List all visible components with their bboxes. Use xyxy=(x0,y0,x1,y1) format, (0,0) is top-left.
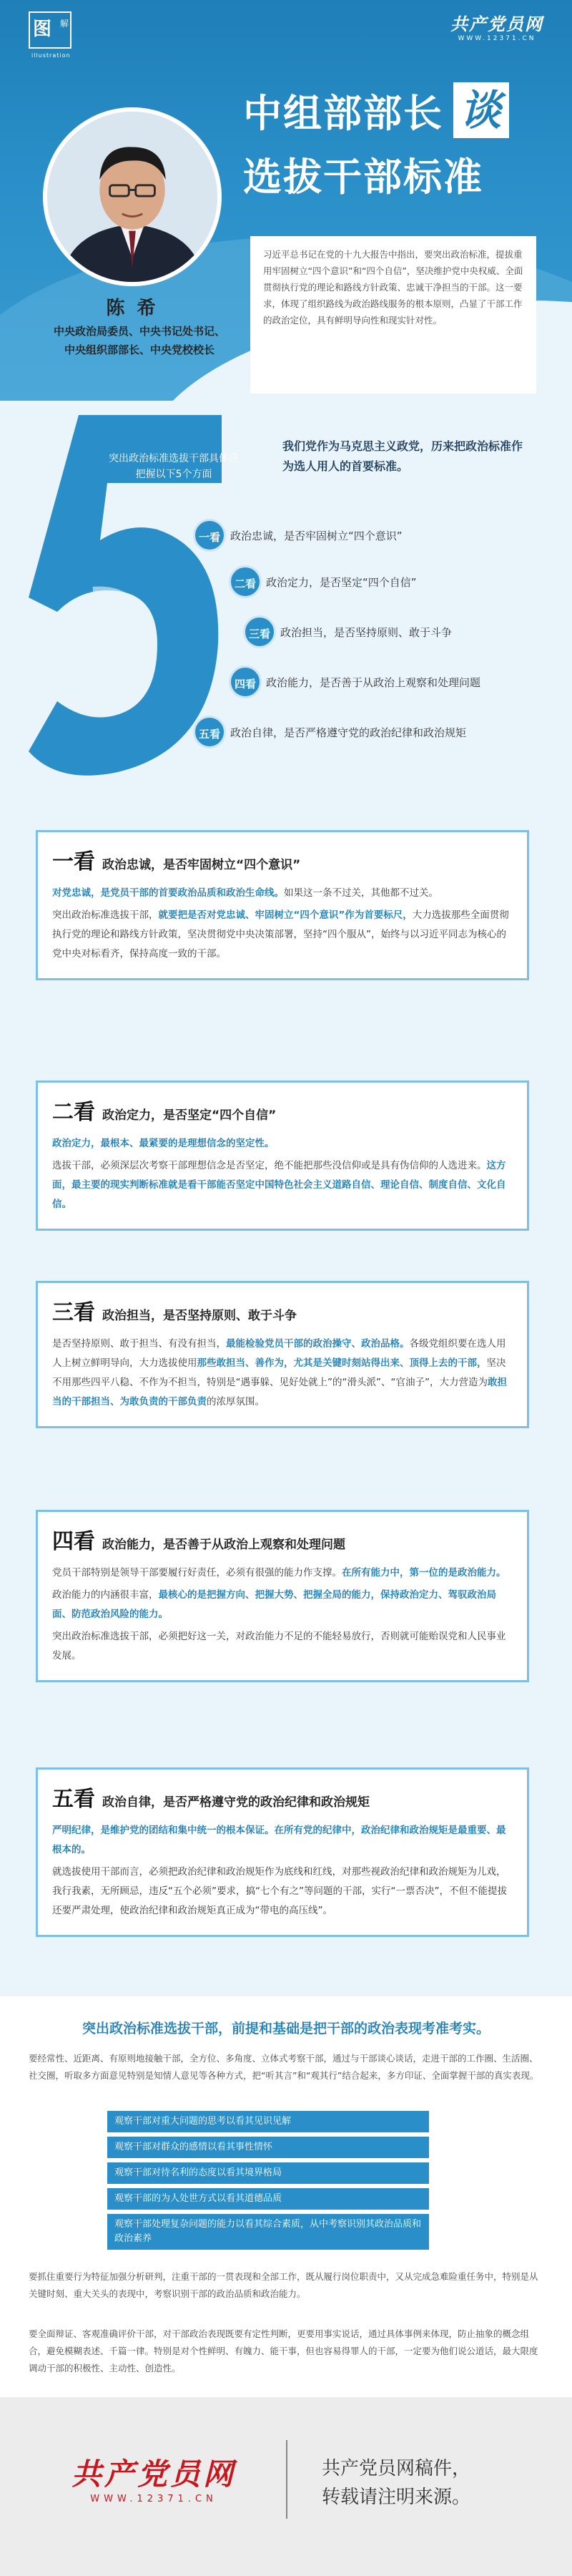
overview-badge-2: 二看 xyxy=(229,565,262,598)
card-3-head xyxy=(52,1294,513,1326)
detail-cards-section xyxy=(0,787,572,1996)
overview-item-4[interactable] xyxy=(229,665,480,698)
observation-item-3: 观察干部对待名利的态度以看其境界格局 xyxy=(107,2162,429,2184)
card-1-para-2 xyxy=(52,906,513,964)
title-line1-text: 中组部部长 xyxy=(243,90,443,136)
card-1-highlight-1: 对党忠诚，是党员干部的首要政治品质和政治生命线。 xyxy=(52,887,284,899)
card-3-body xyxy=(52,1335,513,1412)
overview-badge-5: 五看 xyxy=(193,716,226,748)
footer-copyright-note xyxy=(322,2454,470,2512)
overview-badge-3: 三看 xyxy=(243,615,276,648)
footer-note-line2: 转载请注明来源。 xyxy=(322,2487,471,2508)
intro-text: 习近平总书记在党的十九大报告中指出，要突出政治标准，提拔重用牢固树立“四个意识”和“四个自信”，坚决维护党中央权威、全面贯彻执行党的理论和路线方针政策、忠诚干净担当的干部。这一要求，体现了组织路线为政治路线服务的根本原则，凸显了干部工作的政治定位，具有鲜明导向性和现实针对性。 xyxy=(250,236,536,394)
overview-section xyxy=(0,401,572,787)
card-3-num: 三看 xyxy=(52,1300,95,1325)
card-1-text-2b: 大力选拔那些全面贯彻执行党的理论和路线方针政策，坚决贯彻党中央决策部署，坚持“四个服从”，始终与以习近平同志为核心的党中央对标看齐，保持高度一致的干部。 xyxy=(52,909,509,960)
title-tan-char: 谈 xyxy=(453,82,509,138)
person-name: 陈 希 xyxy=(106,298,159,319)
card-2-para-2 xyxy=(52,1156,513,1214)
title-line2: 选拔干部标准 xyxy=(243,155,483,200)
card-5-para-2: 就选拔使用干部而言，必须把政治纪律和政治规矩作为底线和红线，对那些视政治纪律和政治规矩为儿戏，我行我素，无所顾忌，违反“五个必须”要求，搞“七个有之”等问题的干部，实行“一票否决”，不但不能提拔还要严肃处理，使政治纪律和政治规矩真正成为“带电的高压线”。 xyxy=(52,1866,507,1916)
card-4-text-2: 政治能力的内涵很丰富， xyxy=(52,1589,159,1601)
card-3-para-1 xyxy=(52,1335,513,1412)
logo-en-text: illustration xyxy=(31,52,71,59)
card-3-text-a: 是否坚持原则、敢于担当、有没有担当， xyxy=(52,1338,226,1350)
conclusion-section xyxy=(0,1996,572,2397)
card-2-para-1 xyxy=(52,1134,513,1153)
card-5-para-1 xyxy=(52,1821,513,1860)
person-title xyxy=(21,322,257,359)
overview-badge-1: 一看 xyxy=(193,519,226,552)
card-1-num: 一看 xyxy=(52,849,95,874)
conclusion-para-2: 要抓住重要行为特征加强分析研判，注重干部的一贯表现和全部工作，既从履行岗位职责中，又从完成急难险重任务中，特别是从关键时刻、重大关头的表现中，考察识别干部的政治品质和政治能力。 xyxy=(29,2271,538,2299)
portrait-illustration xyxy=(47,112,217,282)
title-line1 xyxy=(243,82,509,138)
overview-text-3: 政治担当，是否坚持原则、敢于斗争 xyxy=(280,625,453,639)
card-3-text-c: 坚决不用那些四平八稳、不作为不担当，特别是“遇事躲、见好处就上”的“滑头派”、“官油子”，大力营造为 xyxy=(52,1357,506,1388)
card-3-highlight-2: 那些敢担当、善作为，尤其是关键时刻站得出来、顶得上去的干部， xyxy=(197,1357,487,1369)
overview-item-3[interactable] xyxy=(243,615,452,648)
page-title xyxy=(243,82,509,202)
card-1 xyxy=(36,830,529,980)
card-5-highlight-1: 严明纪律，是维护党的团结和集中统一的根本保证。 xyxy=(52,1825,275,1836)
card-5-highlight-2: 在所有党的纪律中，政治纪律和政治规矩是最重要、最根本的。 xyxy=(52,1825,506,1855)
card-2-text-2: 选拔干部，必须深层次考察干部理想信念是否坚定，绝不能把那些没信仰或是具有伪信仰的人选进来。 xyxy=(52,1160,487,1171)
site-logo-url: WWW.12371.CN xyxy=(458,35,536,42)
card-4-highlight-2: 最核心的是把握方向、把握大势、把握全局的能力，保持政治定力、驾驭政治局面、防范政治风险的能力。 xyxy=(52,1589,496,1620)
card-5-num: 五看 xyxy=(52,1787,95,1812)
card-2-num: 二看 xyxy=(52,1100,95,1125)
card-2-title: 政治定力，是否坚定“四个自信” xyxy=(102,1108,277,1123)
header xyxy=(0,0,572,401)
overview-text-4: 政治能力，是否善于从政治上观察和处理问题 xyxy=(266,675,481,689)
footer-logo-name: 共产党员网 xyxy=(72,2457,237,2492)
card-3 xyxy=(36,1281,529,1428)
card-4 xyxy=(36,1510,529,1682)
card-1-highlight-2: 就要把是否对党忠诚、牢固树立“四个意识”作为首要标尺， xyxy=(158,909,413,921)
card-1-text-2a: 突出政治标准选拔干部， xyxy=(52,909,159,921)
person-title-line2: 中央组织部部长、中央党校校长 xyxy=(64,343,214,356)
card-2-highlight-1: 政治定力，最根本、最紧要的是理想信念的坚定性。 xyxy=(52,1138,275,1149)
card-4-head xyxy=(52,1523,513,1555)
observation-item-1: 观察干部对重大问题的思考以看其见识见解 xyxy=(107,2111,429,2132)
card-5-body xyxy=(52,1821,513,1921)
card-1-body xyxy=(52,884,513,964)
card-1-para-1 xyxy=(52,884,513,903)
person-title-line1: 中央政治局委员、中央书记处书记、 xyxy=(53,325,225,338)
site-logo[interactable] xyxy=(450,10,543,42)
illustration-logo xyxy=(29,11,72,59)
card-1-title: 政治忠诚，是否牢固树立“四个意识” xyxy=(102,858,301,872)
card-4-para-3: 突出政治标准选拔干部，必须把好这一关，对政治能力不足的不能轻易放行，否则就可能贻误党和人民事业发展。 xyxy=(52,1631,506,1662)
observation-item-4: 观察干部的为人处世方式以看其道德品质 xyxy=(107,2188,429,2210)
card-4-para-2 xyxy=(52,1586,513,1624)
card-4-body xyxy=(52,1563,513,1666)
overview-badge-4: 四看 xyxy=(229,665,262,698)
card-4-num: 四看 xyxy=(52,1529,95,1554)
card-2-head xyxy=(52,1094,513,1126)
overview-text-1: 政治忠诚，是否牢固树立“四个意识” xyxy=(230,529,403,542)
footer-logo-url: WWW.12371.CN xyxy=(90,2494,217,2504)
card-3-text-b: 各级党组织要在选人用人上树立鲜明导向，大力选拔使用 xyxy=(52,1338,506,1369)
card-3-text-d: 的浓厚氛围。 xyxy=(207,1396,265,1407)
logo-small-char: 解 xyxy=(59,19,69,29)
portrait-photo xyxy=(43,107,222,286)
card-3-title: 政治担当，是否坚持原则、敢于斗争 xyxy=(102,1309,297,1323)
card-4-para-1 xyxy=(52,1563,513,1583)
card-5 xyxy=(36,1767,529,1937)
card-5-head xyxy=(52,1781,513,1813)
conclusion-heading: 突出政治标准选拔干部，前提和基础是把干部的政治表现考准考实。 xyxy=(82,2021,490,2036)
card-3-highlight-3: 敢担当的干部担当、为敢负责的干部负责 xyxy=(52,1377,507,1407)
logo-big-char: 图 xyxy=(33,19,52,40)
card-4-title: 政治能力，是否善于从政治上观察和处理问题 xyxy=(102,1538,345,1552)
observation-item-2: 观察干部对群众的感情以看其事性情怀 xyxy=(107,2137,429,2158)
card-4-highlight-1: 在所有能力中，第一位的是政治能力。 xyxy=(342,1567,506,1579)
conclusion-para-1: 要经常性、近距离、有原则地接触干部，全方位、多角度、立体式考察干部，通过与干部谈心谈话，走进干部的工作圈、生活圈、社交圈，听取多方面意见特别是知情人意见等各种方式，把“听其言”和“观其行”结合起来，多方印证、全面掌握干部的真实表现。 xyxy=(29,2053,539,2081)
card-1-text-1: 如果这一条不过关，其他都不过关。 xyxy=(284,887,438,899)
overview-item-1[interactable] xyxy=(193,519,403,552)
overview-heading: 我们党作为马克思主义政党，历来把政治标准作为选人用人的首要标准。 xyxy=(282,439,523,473)
card-4-text-1: 党员干部特别是领导干部要履行好责任，必须有很强的能力作支撑。 xyxy=(52,1567,342,1579)
card-2 xyxy=(36,1080,529,1231)
site-logo-name: 共产党员网 xyxy=(450,14,543,34)
card-2-highlight-2: 这方面，最主要的现实判断标准就是看干部能否坚定中国特色社会主义道路自信、理论自信、制度自信、文化自信。 xyxy=(52,1160,506,1210)
footer-note-line1: 共产党员网稿件， xyxy=(322,2458,471,2479)
overview-text-2: 政治定力，是否坚定“四个自信” xyxy=(266,575,417,589)
overview-text-5: 政治自律，是否严格遵守党的政治纪律和政治规矩 xyxy=(230,726,467,739)
overview-label: 突出政治标准选拔干部具体应把握以下5个方面 xyxy=(109,453,239,480)
conclusion-para-3: 要全面辩证、客观准确评价干部，对干部政治表现既要有定性判断，更要用事实说话，通过具体事例来体现，防止抽象的概念组合，避免模糊表述、千篇一律。特别是对个性鲜明、有魄力、能干事，但也容易得罪人的干部，一定要为他们说公道话，最大限度调动干部的积极性、主动性、创造性。 xyxy=(29,2328,538,2373)
card-2-body xyxy=(52,1134,513,1214)
footer-divider xyxy=(286,2440,287,2519)
card-1-head xyxy=(52,844,513,875)
footer xyxy=(0,2397,572,2576)
card-5-title: 政治自律，是否严格遵守党的政治纪律和政治规矩 xyxy=(102,1795,370,1810)
observation-item-5: 观察干部处理复杂问题的能力以看其综合素质，从中考察识别其政治品质和政治素养 xyxy=(107,2214,429,2250)
footer-logo[interactable] xyxy=(72,2451,236,2504)
observation-list xyxy=(107,2111,429,2254)
overview-item-2[interactable] xyxy=(229,565,417,598)
card-3-highlight-1: 最能检验党员干部的政治操守、政治品格。 xyxy=(226,1338,410,1350)
overview-item-5[interactable] xyxy=(193,716,466,748)
